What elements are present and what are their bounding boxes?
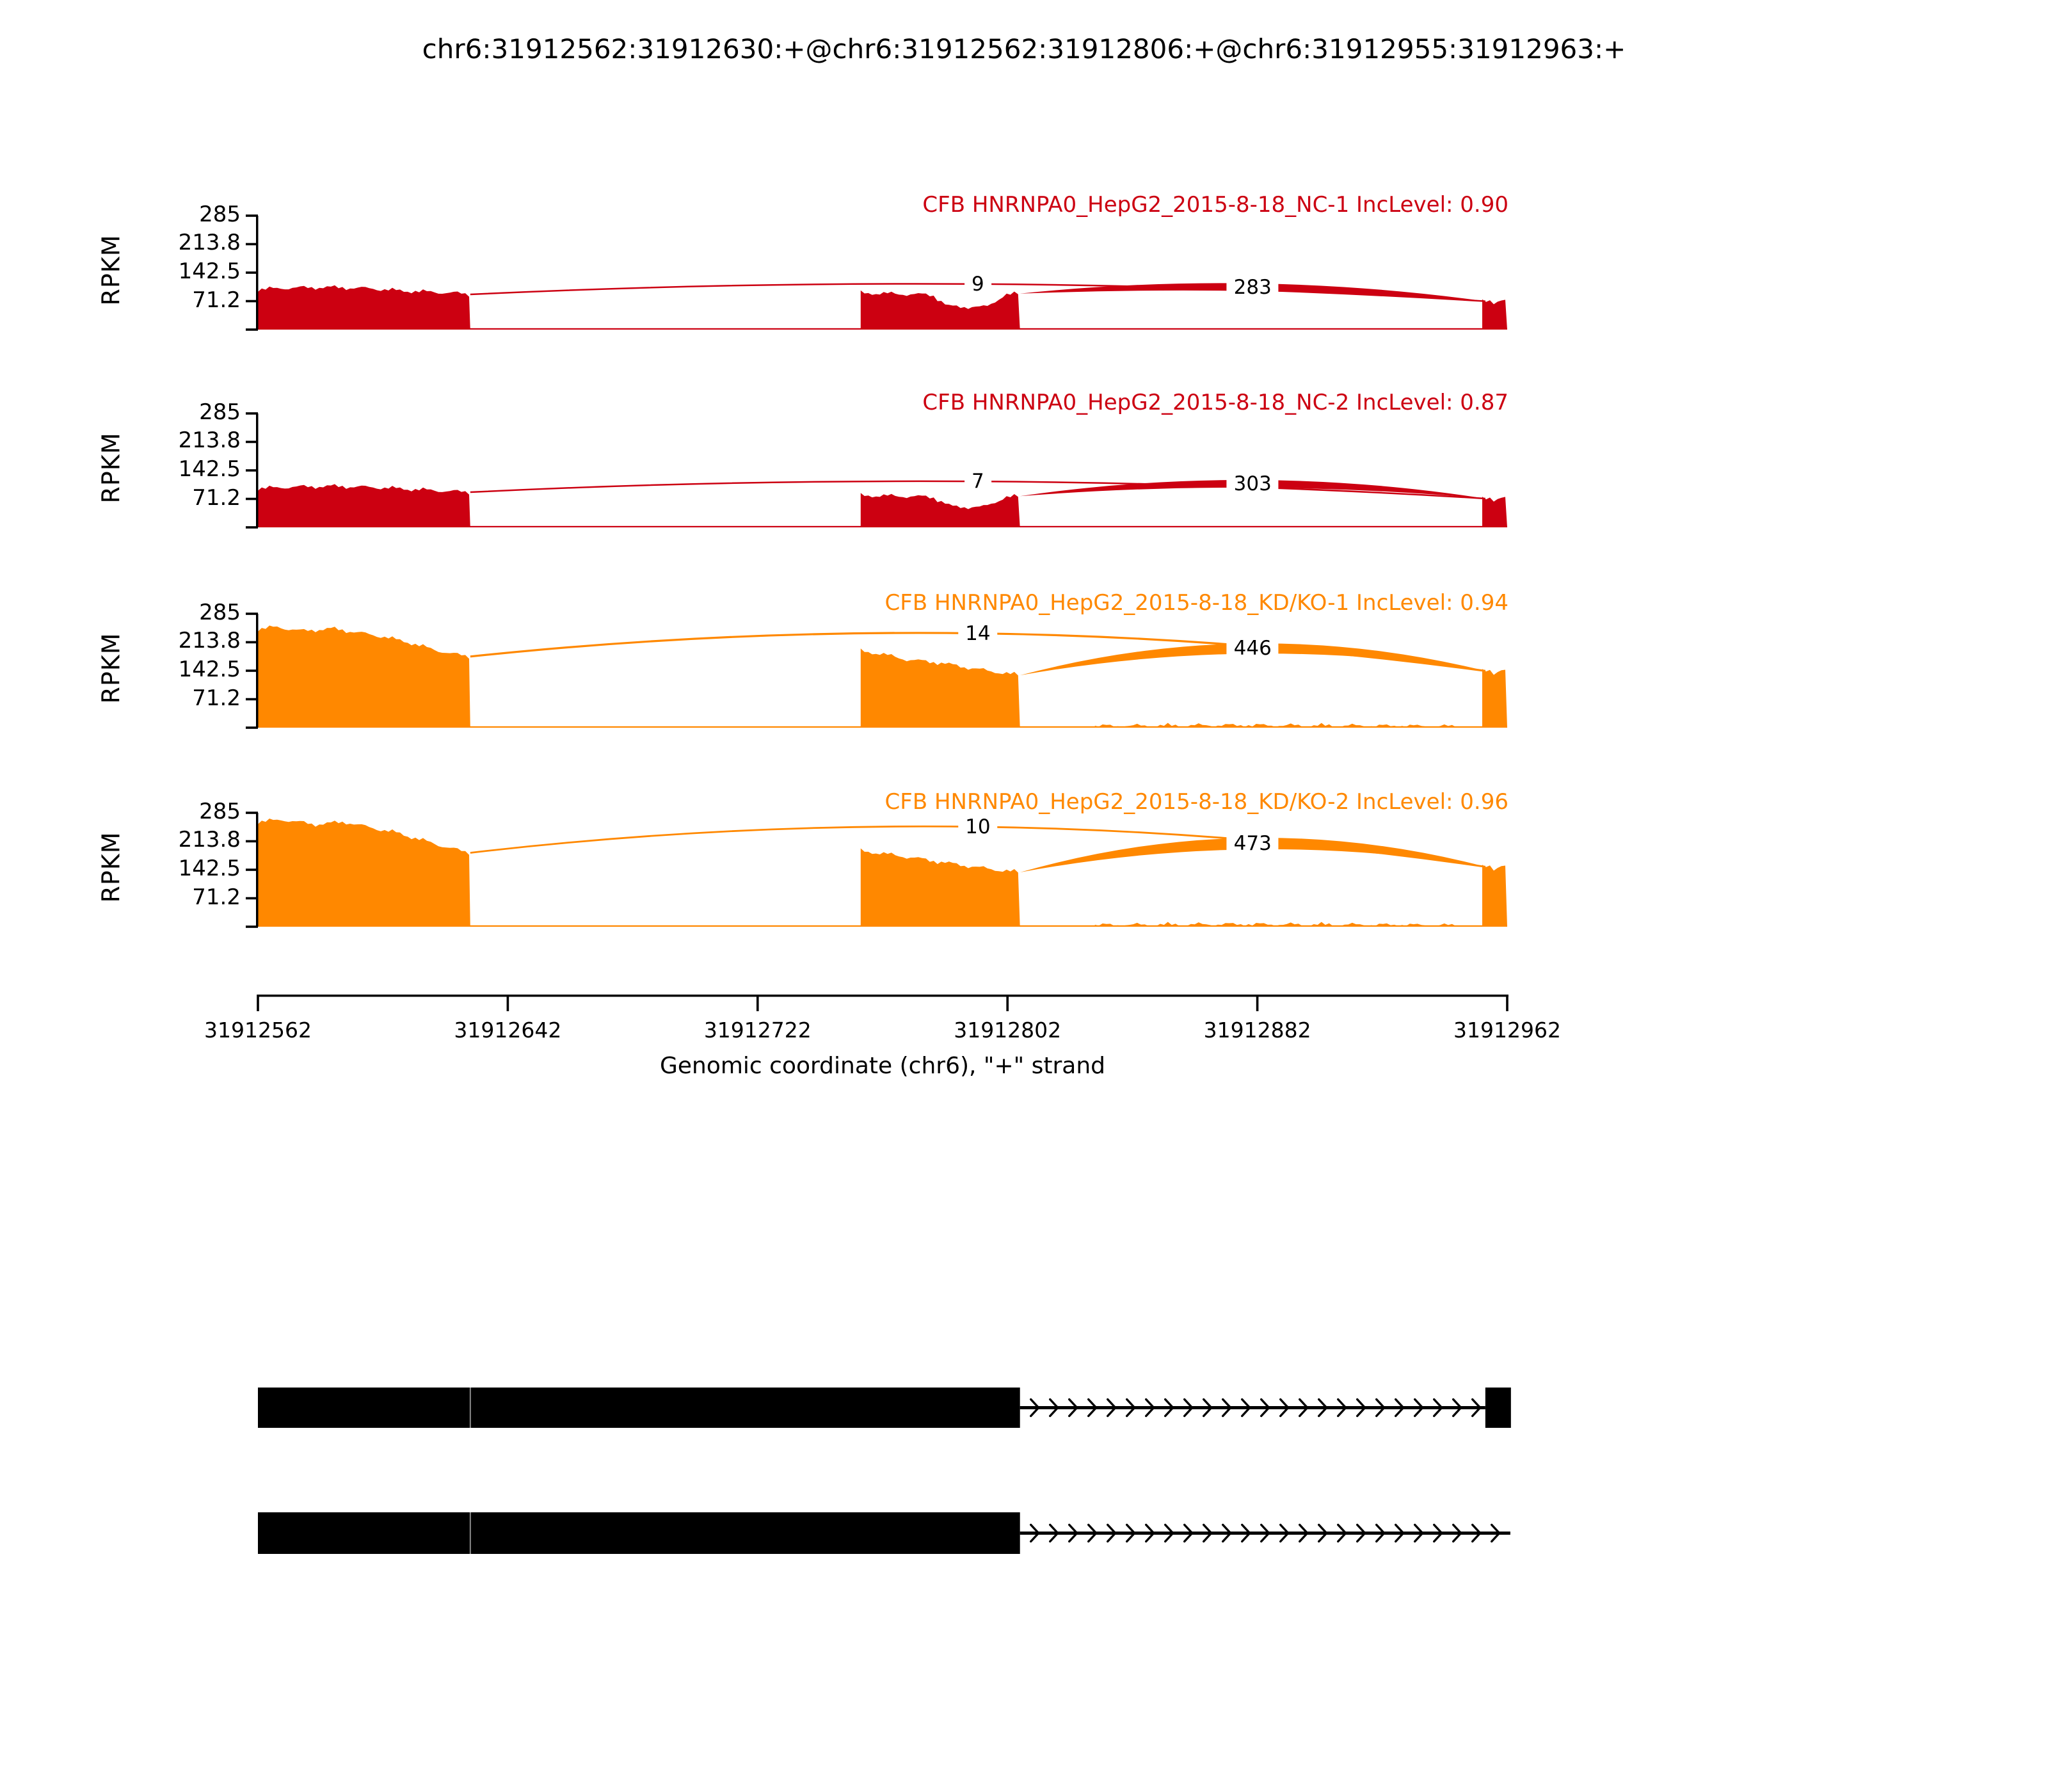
track-title: CFB HNRNPA0_HepG2_2015-8-18_NC-2 IncLevel: 0.87	[922, 390, 1508, 415]
coverage-area	[861, 291, 1020, 330]
y-tick-label: 213.8	[178, 428, 241, 454]
x-tick-label: 31912962	[1453, 1018, 1561, 1043]
y-axis-tick	[246, 868, 258, 871]
y-axis-tick	[246, 271, 258, 274]
junction-count-label: 303	[1227, 472, 1279, 496]
y-axis-tick	[246, 612, 258, 615]
y-tick-label: 71.2	[192, 287, 241, 313]
isoform-row-0	[258, 1388, 1511, 1428]
y-axis-title: RPKM	[97, 831, 125, 903]
y-axis-tick	[246, 641, 258, 644]
x-axis-tick	[1256, 995, 1259, 1011]
x-axis-tick	[257, 995, 259, 1011]
page-title: chr6:31912562:31912630:+@chr6:31912562:31912806:+@chr6:31912955:31912963:+	[422, 33, 1626, 65]
coverage-area	[258, 819, 470, 927]
y-tick-label: 142.5	[178, 856, 241, 881]
coverage-area	[1482, 497, 1507, 527]
isoform-intron-line	[1020, 1532, 1510, 1535]
y-axis-tick	[246, 441, 258, 444]
track-0	[246, 214, 1507, 331]
y-axis-tick	[246, 726, 258, 729]
y-axis-tick	[246, 243, 258, 246]
x-axis-tick	[1506, 995, 1508, 1011]
x-axis-tick	[756, 995, 759, 1011]
junction-count-label: 283	[1227, 275, 1279, 300]
x-axis-title: Genomic coordinate (chr6), "+" strand	[659, 1053, 1106, 1079]
y-axis-title: RPKM	[97, 632, 125, 704]
junction-count-label: 446	[1227, 636, 1279, 660]
coverage-area	[861, 648, 1020, 728]
x-axis-spine	[258, 995, 1508, 997]
y-axis-title: RPKM	[97, 234, 125, 306]
y-axis-tick	[246, 300, 258, 303]
coverage-area	[1482, 865, 1507, 927]
y-tick-label: 142.5	[178, 259, 241, 284]
exon-seam	[470, 1388, 471, 1428]
y-axis-tick	[246, 412, 258, 415]
y-axis-tick	[246, 214, 258, 217]
x-axis-tick	[507, 995, 509, 1011]
track-2	[246, 612, 1507, 729]
x-axis	[257, 995, 1508, 1011]
isoform-exon	[258, 1512, 1020, 1554]
junction-count-label: 9	[964, 272, 991, 296]
coverage-area	[861, 849, 1020, 927]
track-title: CFB HNRNPA0_HepG2_2015-8-18_NC-1 IncLevel: 0.90	[922, 192, 1508, 218]
y-tick-label: 213.8	[178, 230, 241, 256]
isoform-exon	[1485, 1388, 1511, 1428]
y-axis-tick	[246, 698, 258, 701]
y-tick-label: 142.5	[178, 456, 241, 482]
x-tick-label: 31912722	[703, 1018, 812, 1043]
coverage-area	[861, 493, 1020, 527]
y-tick-label: 71.2	[192, 484, 241, 511]
x-tick-label: 31912562	[204, 1018, 312, 1043]
isoform-intron-line	[1020, 1406, 1485, 1409]
track-title: CFB HNRNPA0_HepG2_2015-8-18_KD/KO-1 IncLevel: 0.94	[884, 590, 1508, 616]
junction-count-label: 473	[1227, 831, 1279, 856]
junction-count-label: 7	[964, 469, 991, 493]
y-tick-label: 285	[199, 600, 241, 625]
coverage-area	[1482, 300, 1507, 330]
y-axis-tick	[246, 840, 258, 843]
y-axis-tick	[246, 669, 258, 672]
x-tick-label: 31912802	[954, 1018, 1062, 1043]
y-tick-label: 142.5	[178, 657, 241, 682]
y-axis-tick	[246, 812, 258, 814]
exon-seam	[470, 1512, 471, 1554]
y-tick-label: 285	[199, 799, 241, 824]
track-title: CFB HNRNPA0_HepG2_2015-8-18_KD/KO-2 IncLevel: 0.96	[884, 789, 1508, 815]
coverage-area	[258, 484, 470, 527]
y-tick-label: 71.2	[192, 884, 241, 910]
y-axis-tick	[246, 897, 258, 900]
isoform-row-1	[258, 1512, 1510, 1554]
coverage-area	[1482, 669, 1507, 728]
y-tick-label: 71.2	[192, 685, 241, 711]
x-tick-label: 31912642	[454, 1018, 562, 1043]
x-axis-tick	[1006, 995, 1009, 1011]
isoform-exon	[258, 1388, 1020, 1428]
y-axis-title: RPKM	[97, 432, 125, 504]
y-tick-label: 285	[199, 399, 241, 425]
y-axis-tick	[246, 498, 258, 500]
y-axis-tick	[246, 328, 258, 331]
coverage-area	[258, 625, 470, 728]
coverage-area	[258, 285, 470, 330]
y-tick-label: 285	[199, 202, 241, 227]
x-tick-label: 31912882	[1203, 1018, 1311, 1043]
y-axis-tick	[246, 925, 258, 928]
junction-count-label: 14	[958, 621, 997, 646]
junction-count-label: 10	[958, 815, 997, 839]
y-axis-tick	[246, 526, 258, 529]
y-axis-tick	[246, 469, 258, 472]
track-1	[246, 412, 1507, 529]
y-tick-label: 213.8	[178, 628, 241, 654]
y-tick-label: 213.8	[178, 827, 241, 853]
track-3	[246, 812, 1507, 928]
